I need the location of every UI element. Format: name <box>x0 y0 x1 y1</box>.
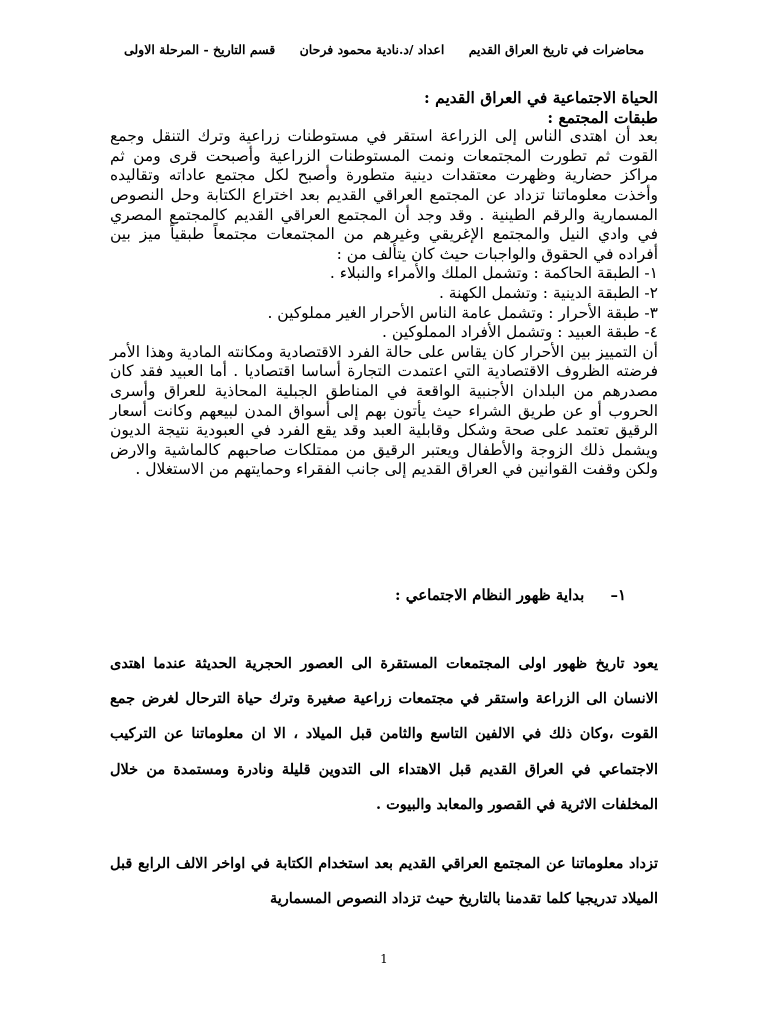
subsection-title-text: بداية ظهور النظام الاجتماعي : <box>394 586 585 604</box>
paragraph-origins: يعود تاريخ ظهور اولى المجتمعات المستقرة الى العصور الحجرية الحديثة عندما اهتدى الانسان الى الزراعة واستقر في مجتمعات زراعية صغيرة وترك حياة الترحال لغرض جمع القوت ،وكان ذلك في الالفين التاسع والثامن قبل الميلاد ، الا ان معلوماتنا عن التركيب الاجتماعي في العراق القديم قبل الاهتداء الى التدوين قليلة ونادرة ومستمدة من خلال المخلفات الاثرية في القصور والمعابد والبيوت . <box>110 655 658 813</box>
class-list-item: ٢- الطبقة الدينية : وتشمل الكهنة . <box>438 283 658 302</box>
subsection-number: ١– <box>610 586 626 604</box>
intro-paragraph: بعد أن اهتدى الناس إلى الزراعة استقر في مستوطنات زراعية وترك التنقل وجمع القوت ثم تطورت المجتمعات ونمت المستوطنات الزراعية وأصبحت قرى ومن ثم مراكز حضارية وظهرت معتقدات دينية متطورة وأصبح لكل مجتمع عاداته وتقاليده وأخذت معلوماتنا تزداد عن المجتمع العراقي القديم بعد اختراع الكتابة وحل النصوص المسمارية والرقم الطينية . وقد وجد أن المجتمع العراقي القديم كالمجتمع المصري في وادي النيل والمجتمع الإغريقي وغيرهم من المجتمعات مجتمعاً طبقياً ميز بين أفراده في الحقوق والواجبات حيث كان يتألف من : <box>110 127 658 263</box>
class-list-item: ١- الطبقة الحاكمة : وتشمل الملك والأمراء والنبلاء . <box>329 264 658 283</box>
running-header <box>100 42 668 57</box>
section-heading: الحياة الاجتماعية في العراق القديم : <box>424 88 658 107</box>
page-number: 1 <box>380 952 388 966</box>
section-subheading: طبقات المجتمع : <box>547 107 658 127</box>
paragraph-writing: تزداد معلوماتنا عن المجتمع العراقي القديم بعد استخدام الكتابة في اواخر الالف الرابع قبل الميلاد تدريجيا كلما تقدمنا بالتاريخ حيث تزداد النصوص المسمارية <box>110 855 658 908</box>
subsection-title <box>395 586 626 604</box>
class-list-item: ٣- طبقة الأحرار : وتشمل عامة الناس الأحرار الغير مملوكين . <box>267 303 658 322</box>
class-list-item: ٤- طبقة العبيد : وتشمل الأفراد المملوكين . <box>382 323 658 342</box>
body-paragraph: أن التمييز بين الأحرار كان يقاس على حالة الفرد الاقتصادية ومكانته المادية وهذا الأمر فرضته الظروف الاقتصادية التي اعتمدت التجارة أساسا اقتصاديا . أما العبيد فقد كان مصدرهم من البلدان الأجنبية الواقعة في المناطق الجبلية المحاذية للعراق وأسرى الحروب أو عن طريق الشراء حيث يأتون بهم إلى أسواق المدن لبيعهم وكانت أسعار الرقيق تعتمد على صحة وشكل وقابلية العبد وقد يقع الفرد في العبودية نتيجة الديون ويشمل ذلك الزوجة والأطفال ويعتبر الرقيق من ممتلكات صاحبهم كالماشية والارض ولكن وقفت القوانين في العراق القديم إلى جانب الفقراء وحمايتهم من الاستغلال . <box>110 342 658 479</box>
header-department: قسم التاريخ - المرحلة الاولى <box>123 42 276 57</box>
section-social-classes <box>110 88 658 480</box>
header-title: محاضرات في تاريخ العراق القديم <box>468 42 645 57</box>
header-author: اعداد /د.نادية محمود فرحان <box>299 42 445 57</box>
